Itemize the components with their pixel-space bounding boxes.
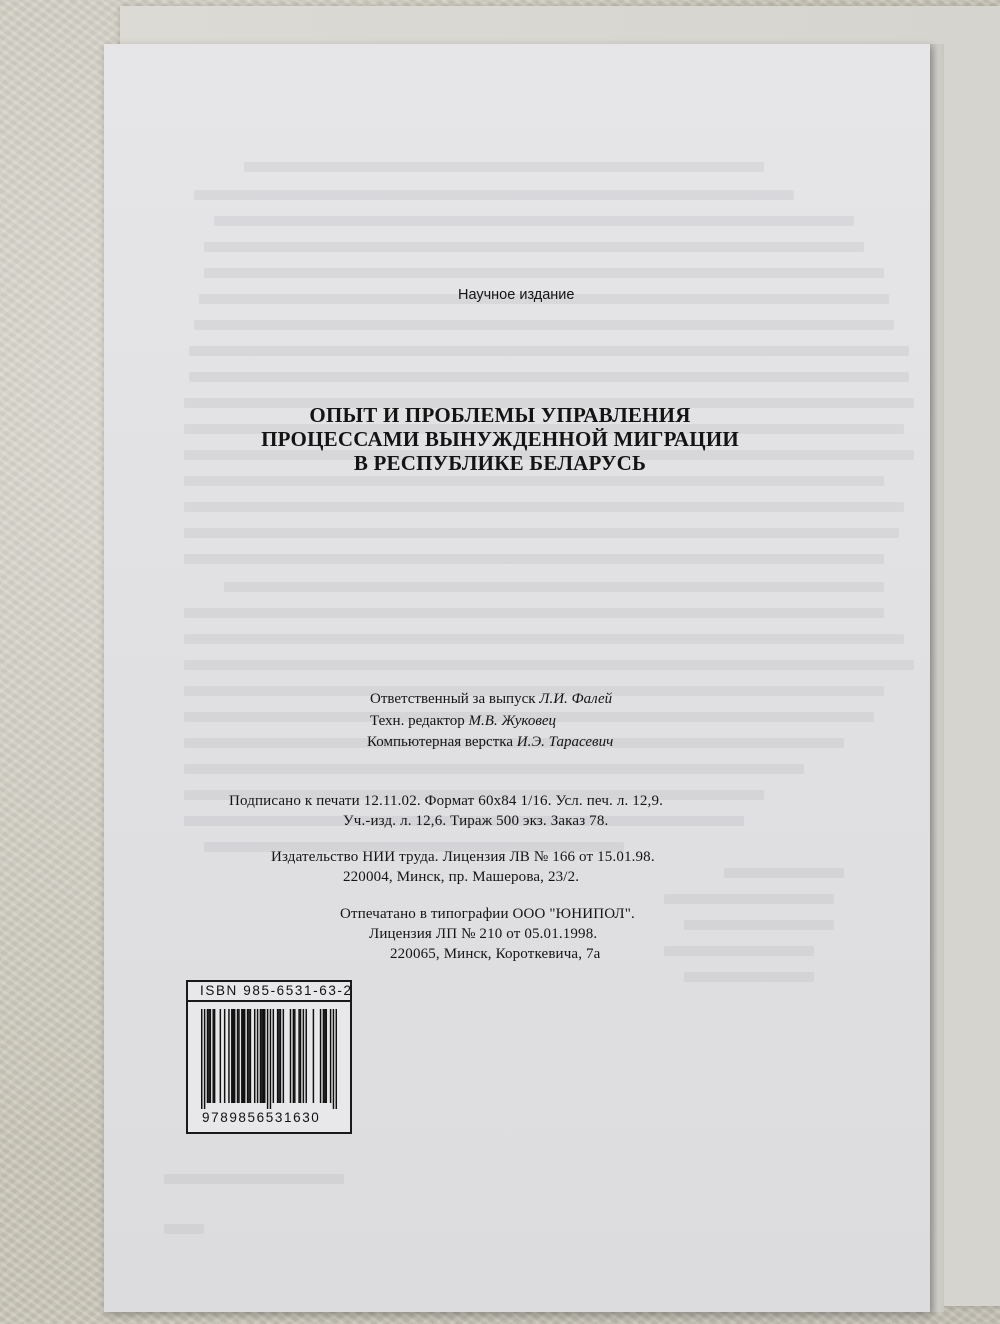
barcode-bar [232,1009,233,1103]
barcode-bar [323,1009,324,1103]
barcode-bar [261,1009,262,1103]
show-through-line [244,162,764,172]
show-through-line [184,502,904,512]
isbn-divider [188,1000,350,1002]
barcode-bar [220,1009,221,1103]
show-through-line [684,920,834,930]
show-through-line [184,476,884,486]
show-through-line [194,190,794,200]
show-through-line [164,1224,204,1234]
barcode-bar [228,1009,229,1103]
barcode-bar [298,1009,299,1103]
barcode-bar [212,1009,213,1103]
barcode-bar [244,1009,245,1103]
show-through-line [724,868,844,878]
show-through-line [184,634,904,644]
credit-responsible-name: Л.И. Фалей [539,691,613,707]
barcode-bars [201,1009,337,1109]
publication-type-label: Научное издание [458,287,575,303]
show-through-line [204,242,864,252]
credit-tech-editor [370,713,556,730]
show-through-line [214,216,854,226]
barcode-bar [306,1009,307,1103]
barcode-bar [293,1009,294,1103]
barcode-bar [264,1009,265,1103]
barcode-bar [257,1009,258,1103]
publisher-line-1: Издательство НИИ труда. Лицензия ЛВ № 166 от 15.01.98. [271,849,655,865]
barcode-bar [336,1009,337,1109]
show-through-line [224,582,884,592]
credit-responsible [370,691,612,708]
show-through-line [684,972,814,982]
barcode-bar [254,1009,255,1103]
barcode-bar [270,1009,271,1109]
print-info-line-1: Подписано к печати 12.11.02. Формат 60х84 1/16. Усл. печ. л. 12,9. [229,793,664,809]
barcode-bar [277,1009,278,1103]
barcode-bar [283,1009,284,1103]
show-through-line [189,372,909,382]
barcode-bar [280,1009,281,1103]
barcode-bar [214,1009,215,1103]
barcode-bar [294,1009,295,1103]
printer-line-1: Отпечатано в типографии ООО "ЮНИПОЛ". [340,906,635,922]
barcode-bar [224,1009,225,1103]
show-through-line [184,608,884,618]
printer-line-3: 220065, Минск, Короткевича, 7а [390,946,601,962]
title-line-2: ПРОЦЕССАМИ ВЫНУЖДЕННОЙ МИГРАЦИИ [261,427,739,451]
title-line-3: В РЕСПУБЛИКЕ БЕЛАРУСЬ [353,451,647,475]
publisher-line-2: 220004, Минск, пр. Машерова, 23/2. [343,869,580,885]
barcode-bar [303,1009,304,1103]
show-through-line [184,554,884,564]
barcode-bar [234,1009,235,1103]
barcode-bar [320,1009,321,1103]
isbn-text: ISBN 985-6531-63-2 [200,983,353,998]
credit-tech-editor-name: М.В. Жуковец [468,713,557,729]
barcode-bar [333,1009,334,1109]
barcode-bar [278,1009,279,1103]
show-through-line [184,528,899,538]
show-through-line [164,1174,344,1184]
barcode-bar [241,1009,242,1103]
show-through-line [664,946,814,956]
show-through-line [189,346,909,356]
credit-layout-name: И.Э. Тарасевич [516,734,614,750]
barcode-bar [231,1009,232,1103]
print-info-line-2: Уч.-изд. л. 12,6. Тираж 500 экз. Заказ 78. [343,813,609,829]
barcode-bar [207,1009,208,1103]
isbn-barcode-box [186,980,352,1134]
barcode-bar [330,1009,331,1103]
page-edge [930,44,944,1312]
credit-layout-role: Компьютерная верстка [367,734,513,750]
show-through-line [184,764,804,774]
show-through-line [194,320,894,330]
barcode-number: 9789856531630 [202,1110,321,1125]
barcode-bar [210,1009,211,1103]
show-through-line [664,894,834,904]
barcode-bar [260,1009,261,1103]
barcode-bar [243,1009,244,1103]
barcode-bar [290,1009,291,1103]
barcode-bar [324,1009,325,1103]
barcode-bar [201,1009,202,1109]
barcode-bar [273,1009,274,1103]
title-line-1: ОПЫТ И ПРОБЛЕМЫ УПРАВЛЕНИЯ [309,403,691,427]
credit-responsible-role: Ответственный за выпуск [370,691,536,707]
barcode-bar [313,1009,314,1103]
barcode-bar [237,1009,238,1103]
show-through-line [204,268,884,278]
barcode-bar [326,1009,327,1103]
barcode-bar [267,1009,268,1109]
credit-tech-editor-role: Техн. редактор [370,713,465,729]
barcode-bar [238,1009,239,1103]
printer-line-2: Лицензия ЛП № 210 от 05.01.1998. [369,926,598,942]
barcode-bar [250,1009,251,1103]
barcode-bar [247,1009,248,1103]
barcode-bar [248,1009,249,1103]
barcode-bar [204,1009,205,1109]
barcode-bar [208,1009,209,1103]
barcode-bar [300,1009,301,1103]
credit-layout [367,734,613,751]
barcode-bar [263,1009,264,1103]
show-through-line [184,660,914,670]
